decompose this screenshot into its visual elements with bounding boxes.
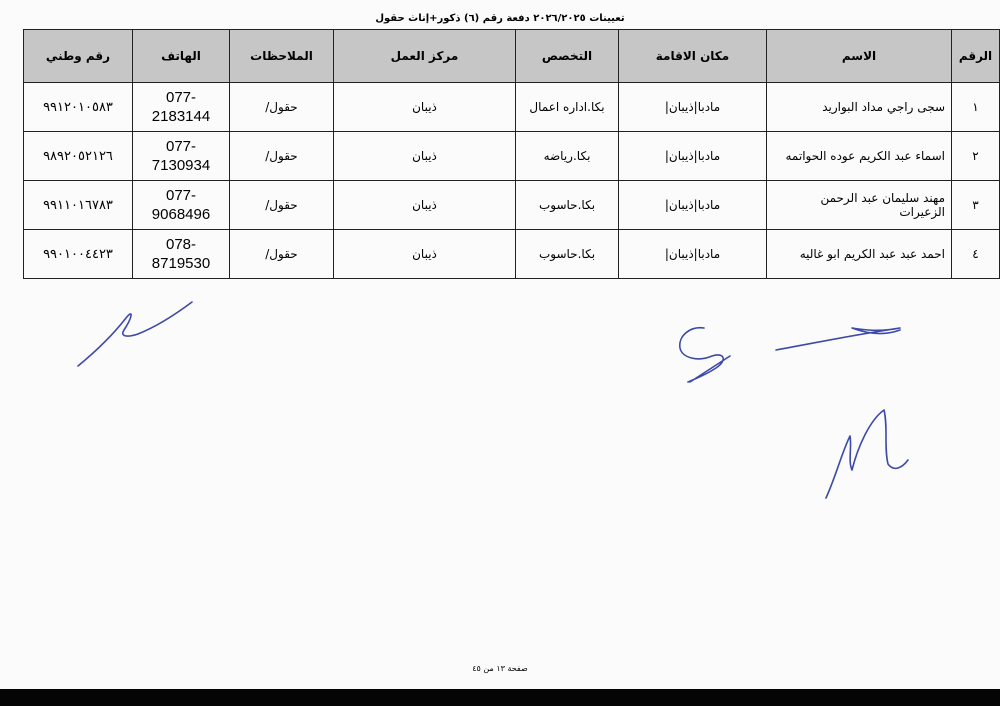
- cell-notes: حقول/: [230, 181, 334, 230]
- cell-notes: حقول/: [230, 230, 334, 279]
- cell-national-id: ٩٨٩٢٠٥٢١٢٦: [24, 132, 133, 181]
- cell-residence: مادبا|ذيبان|: [619, 181, 767, 230]
- cell-name: احمد عبد عبد الكريم ابو غاليه: [767, 230, 952, 279]
- signature-bottom: [826, 410, 908, 498]
- header-residence: مكان الاقامة: [619, 30, 767, 83]
- cell-num: ٢: [952, 132, 1000, 181]
- signature-center: [680, 328, 730, 382]
- cell-residence: مادبا|ذيبان|: [619, 230, 767, 279]
- header-major: التخصص: [516, 30, 619, 83]
- cell-workplace: ذيبان: [334, 230, 516, 279]
- cell-phone: 077- 7130934: [133, 132, 230, 181]
- header-name: الاسم: [767, 30, 952, 83]
- cell-major: بكا.رياضه: [516, 132, 619, 181]
- cell-major: بكا.حاسوب: [516, 181, 619, 230]
- cell-num: ١: [952, 83, 1000, 132]
- cell-phone: 077- 2183144: [133, 83, 230, 132]
- cell-num: ٤: [952, 230, 1000, 279]
- cell-name: اسماء عبد الكريم عوده الحواتمه: [767, 132, 952, 181]
- signature-left: [78, 302, 192, 366]
- cell-num: ٣: [952, 181, 1000, 230]
- cell-national-id: ٩٩٠١٠٠٤٤٢٣: [24, 230, 133, 279]
- scan-edge-bar: [0, 689, 1000, 706]
- signature-right: [776, 328, 900, 350]
- cell-notes: حقول/: [230, 132, 334, 181]
- header-workplace: مركز العمل: [334, 30, 516, 83]
- cell-notes: حقول/: [230, 83, 334, 132]
- cell-residence: مادبا|ذيبان|: [619, 83, 767, 132]
- cell-national-id: ٩٩١١٠١٦٧٨٣: [24, 181, 133, 230]
- cell-national-id: ٩٩١٢٠١٠٥٨٣: [24, 83, 133, 132]
- cell-major: بكا.اداره اعمال: [516, 83, 619, 132]
- cell-phone: 078- 8719530: [133, 230, 230, 279]
- cell-name: مهند سليمان عبد الرحمن الزعيرات: [767, 181, 952, 230]
- cell-residence: مادبا|ذيبان|: [619, 132, 767, 181]
- page-footer: صفحة ١٣ من ٤٥: [472, 664, 528, 673]
- page-title: تعيينات ٢٠٢٦/٢٠٢٥ دفعة رقم (٦) ذكور+إناث حقول: [375, 13, 625, 24]
- cell-major: بكا.حاسوب: [516, 230, 619, 279]
- cell-phone: 077- 9068496: [133, 181, 230, 230]
- cell-workplace: ذيبان: [334, 181, 516, 230]
- header-num: الرقم: [952, 30, 1000, 83]
- cell-name: سجى راجي مداد البواريد: [767, 83, 952, 132]
- cell-workplace: ذيبان: [334, 132, 516, 181]
- header-notes: الملاحظات: [230, 30, 334, 83]
- cell-workplace: ذيبان: [334, 83, 516, 132]
- header-national-id: رقم وطني: [24, 30, 133, 83]
- header-phone: الهاتف: [133, 30, 230, 83]
